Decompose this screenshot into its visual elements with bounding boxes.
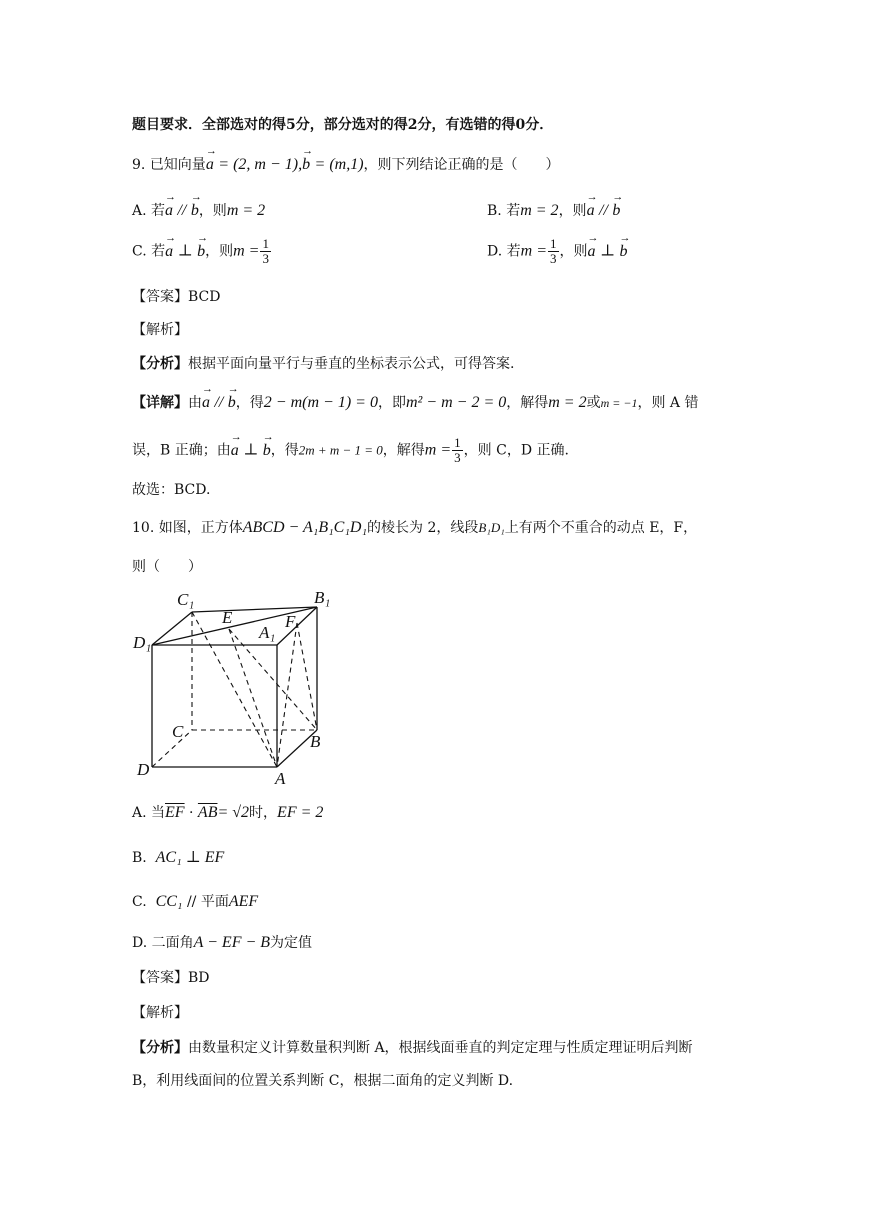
- label-F: F: [285, 612, 296, 631]
- section-intro: 题目要求．全部选对的得5分，部分选对的得2分，有选错的得0分．: [132, 117, 554, 133]
- label-A1: A₁: [259, 623, 276, 642]
- q10-option-d: D. 二面角A − EF − B为定值: [132, 934, 313, 951]
- label-A: A: [275, 769, 286, 785]
- label-D1: D₁: [133, 633, 152, 652]
- q9-stem: 9. 已知向量→ a = (2, m − 1),→ b = (m,1)，则下列结论正确的是（ ）: [132, 154, 560, 174]
- q9-analysis-label: 【解析】: [132, 322, 188, 338]
- q10-stem-2: 则（ ）: [132, 559, 202, 575]
- q10-stem-1: 10. 如图，正方体ABCD − A₁B₁C₁D₁的棱长为 2，线段B₁D₁上有两个不重合的动点 E，F，: [132, 519, 698, 536]
- q9-xiangjie-2: 误，B 正确；由→ a ⊥ → b，得2m + m − 1 = 0，解得m = $\frac{1}{3}$ ，则 C，D 正确.: [132, 436, 569, 465]
- cube-figure: [132, 585, 330, 785]
- q10-fenxi-1: 【分析】由数量积定义计算数量积判断 A，根据线面垂直的判定定理与性质定理证明后判断: [132, 1040, 693, 1056]
- q9-option-b: B. 若m = 2，则→ a // → b: [487, 200, 620, 220]
- q9-option-c: C. 若→ a ⊥ → b，则m = $\frac{1}{3}$: [132, 237, 272, 266]
- segment-FA: [277, 623, 297, 767]
- q9-option-a: A. 若→ a // → b，则m = 2: [132, 200, 265, 220]
- q9-final: 故选：BCD.: [132, 482, 211, 498]
- q9-answer: 【答案】BCD: [132, 289, 221, 305]
- label-D: D: [137, 760, 150, 779]
- label-B: B: [310, 732, 321, 751]
- q10-answer: 【答案】BD: [132, 970, 210, 986]
- label-E: E: [222, 608, 233, 627]
- segment-EB: [229, 629, 317, 730]
- label-C: C: [172, 722, 184, 741]
- q9-xiangjie-1: 【详解】由→ a // → b，得2 − m(m − 1) = 0，即m² − m − 2 = 0，解得m = 2或m = −1，则 A 错: [132, 392, 699, 412]
- segment-FB: [297, 623, 317, 730]
- segment-EA: [229, 629, 277, 767]
- q9-fenxi: 【分析】根据平面向量平行与垂直的坐标表示公式，可得答案.: [132, 356, 515, 372]
- q10-option-c: C. CC₁ // 平面AEF: [132, 893, 259, 910]
- label-B1: B₁: [314, 588, 330, 607]
- q10-option-a: A. 当$\overline{EF} \cdot \overline{AB}= √2$时，EF = 2: [132, 804, 324, 821]
- q10-analysis-label: 【解析】: [132, 1005, 188, 1021]
- q10-option-b: B. AC₁ ⊥ EF: [132, 849, 225, 866]
- q10-fenxi-2: B，利用线面间的位置关系判断 C，根据二面角的定义判断 D.: [132, 1073, 514, 1089]
- label-C1: C₁: [177, 590, 195, 609]
- q9-option-d: D. 若m = $\frac{1}{3}$ ，则→ a ⊥ → b: [487, 237, 627, 266]
